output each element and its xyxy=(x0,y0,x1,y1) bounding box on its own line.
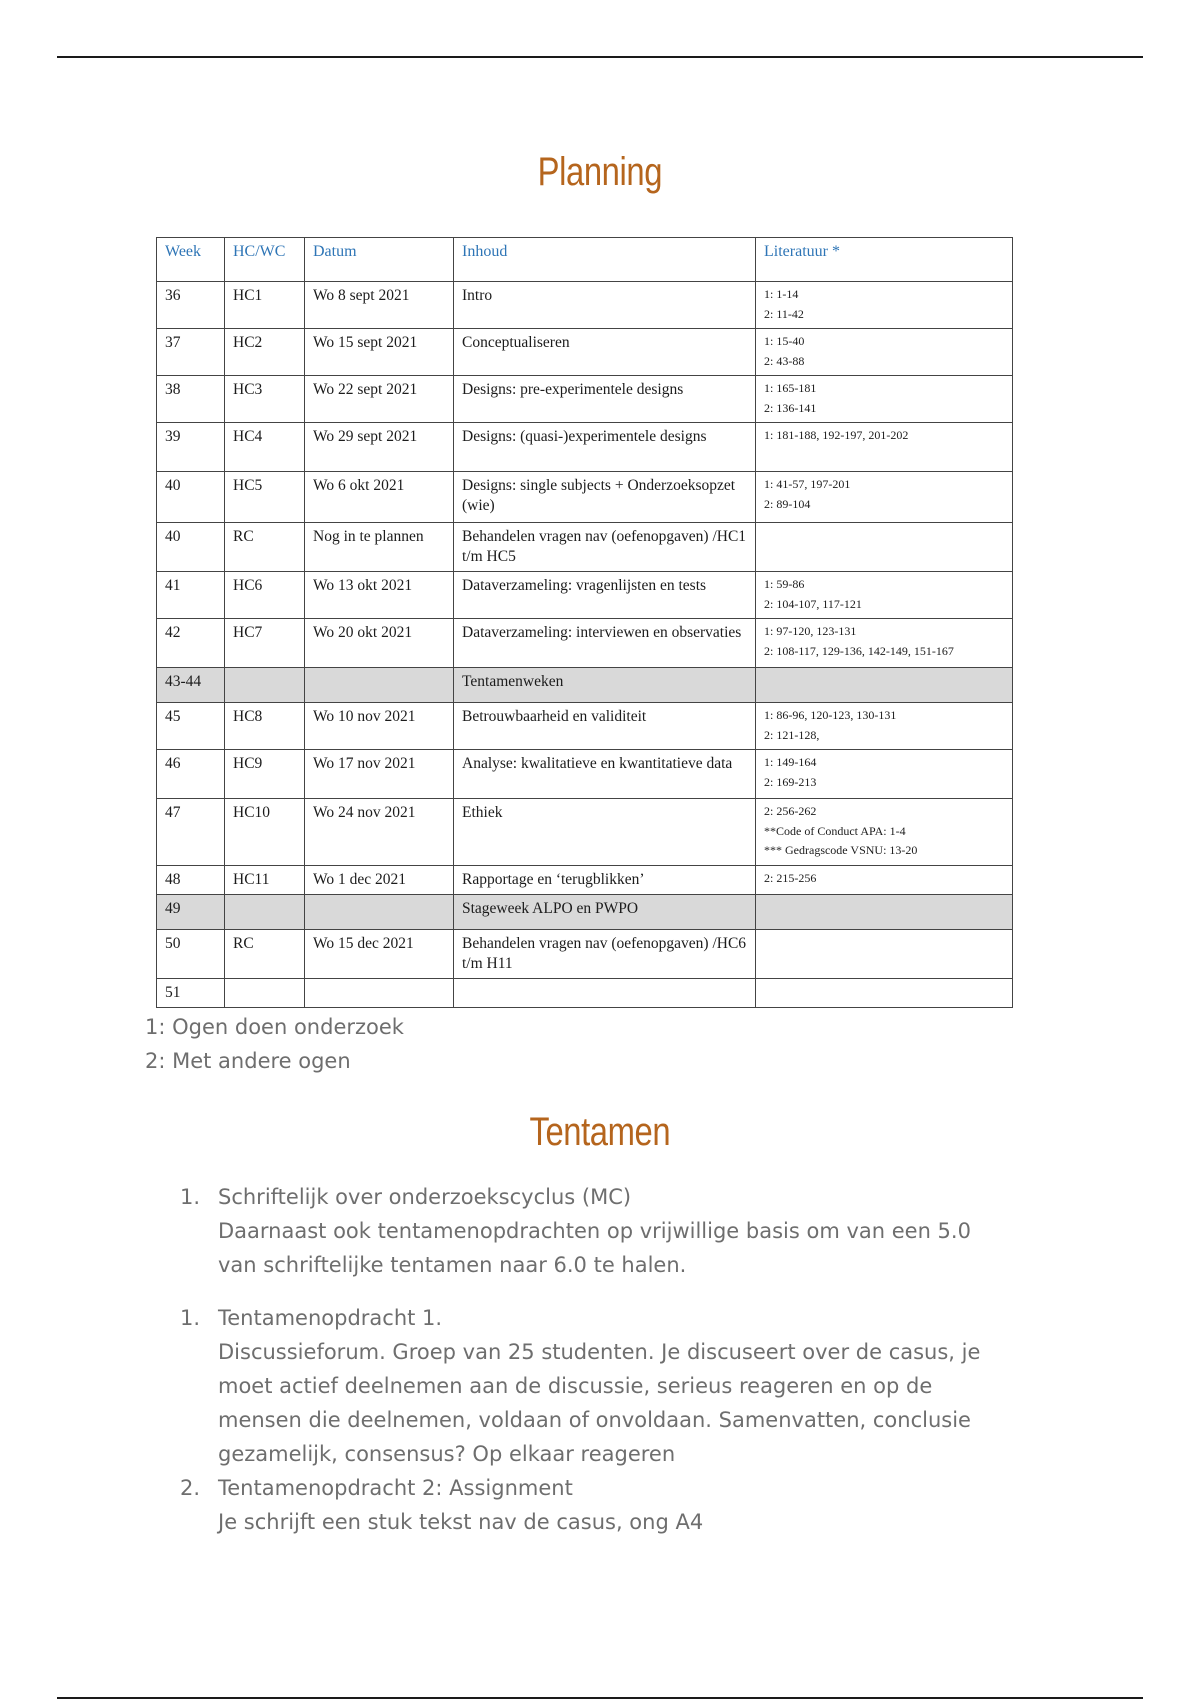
cell-week: 41 xyxy=(157,572,225,619)
table-row xyxy=(157,865,1013,894)
cell-literatuur xyxy=(756,703,1013,750)
table-row xyxy=(157,472,1013,523)
header-hcwc: HC/WC xyxy=(225,238,305,282)
cell-week: 47 xyxy=(157,799,225,866)
cell-literatuur xyxy=(756,523,1013,572)
cell-inhoud: Designs: pre-experimentele designs xyxy=(454,376,756,423)
list-line: gezamelijk, consensus? Op elkaar reageren xyxy=(218,1442,676,1466)
literatuur-line: 1: 59-86 xyxy=(764,577,805,591)
cell-week: 38 xyxy=(157,376,225,423)
literatuur-line: 2: 169-213 xyxy=(764,774,817,789)
planning-heading: Planning xyxy=(537,150,663,194)
cell-datum: Wo 17 nov 2021 xyxy=(305,750,454,799)
cell-hcwc: HC2 xyxy=(225,329,305,376)
cell-datum: Wo 13 okt 2021 xyxy=(305,572,454,619)
table-row xyxy=(157,929,1013,978)
cell-week: 49 xyxy=(157,894,225,929)
cell-hcwc xyxy=(225,978,305,1007)
cell-week: 40 xyxy=(157,472,225,523)
exam-list-item xyxy=(180,1471,1040,1539)
cell-literatuur xyxy=(756,329,1013,376)
cell-inhoud xyxy=(454,978,756,1007)
literatuur-line: 1: 97-120, 123-131 xyxy=(764,624,857,638)
literatuur-line: 2: 89-104 xyxy=(764,496,811,511)
table-row xyxy=(157,572,1013,619)
table-row xyxy=(157,799,1013,866)
cell-week: 48 xyxy=(157,865,225,894)
cell-inhoud: Dataverzameling: vragenlijsten en tests xyxy=(454,572,756,619)
table-row xyxy=(157,894,1013,929)
cell-hcwc xyxy=(225,668,305,703)
cell-inhoud: Behandelen vragen nav (oefenopgaven) /HC6 t/m H11 xyxy=(454,929,756,978)
exam-list-written xyxy=(180,1180,1040,1282)
literatuur-line: 1: 181-188, 192-197, 201-202 xyxy=(764,428,909,442)
cell-datum xyxy=(305,894,454,929)
cell-inhoud: Behandelen vragen nav (oefenopgaven) /HC1 t/m HC5 xyxy=(454,523,756,572)
literatuur-line: 1: 149-164 xyxy=(764,755,817,769)
list-line: Daarnaast ook tentamenopdrachten op vrijwillige basis om van een 5.0 xyxy=(218,1219,971,1243)
table-row xyxy=(157,376,1013,423)
header-week: Week xyxy=(157,238,225,282)
cell-literatuur xyxy=(756,668,1013,703)
footnote-2: 2: Met andere ogen xyxy=(145,1049,351,1073)
cell-literatuur xyxy=(756,750,1013,799)
table-row xyxy=(157,619,1013,668)
cell-hcwc: RC xyxy=(225,523,305,572)
cell-hcwc: HC5 xyxy=(225,472,305,523)
literatuur-line: 1: 86-96, 120-123, 130-131 xyxy=(764,708,897,722)
table-row xyxy=(157,703,1013,750)
planning-table xyxy=(156,237,1013,1008)
list-line: Je schrijft een stuk tekst nav de casus, ong A4 xyxy=(218,1510,704,1534)
list-line: mensen die deelnemen, voldaan of onvoldaan. Samenvatten, conclusie xyxy=(218,1408,971,1432)
cell-literatuur xyxy=(756,978,1013,1007)
list-line: van schriftelijke tentamen naar 6.0 te halen. xyxy=(218,1253,687,1277)
cell-hcwc: RC xyxy=(225,929,305,978)
cell-week: 45 xyxy=(157,703,225,750)
cell-datum xyxy=(305,978,454,1007)
cell-datum: Wo 15 dec 2021 xyxy=(305,929,454,978)
list-line: Discussieforum. Groep van 25 studenten. Je discuseert over de casus, je xyxy=(218,1340,981,1364)
cell-literatuur xyxy=(756,799,1013,866)
cell-inhoud: Designs: single subjects + Onderzoeksopzet (wie) xyxy=(454,472,756,523)
cell-literatuur xyxy=(756,619,1013,668)
cell-inhoud: Stageweek ALPO en PWPO xyxy=(454,894,756,929)
cell-hcwc: HC1 xyxy=(225,282,305,329)
page-header-rule xyxy=(57,56,1143,58)
table-row xyxy=(157,668,1013,703)
cell-datum: Wo 1 dec 2021 xyxy=(305,865,454,894)
table-row xyxy=(157,423,1013,472)
cell-week: 43-44 xyxy=(157,668,225,703)
header-literatuur: Literatuur * xyxy=(756,238,1013,282)
cell-datum: Wo 29 sept 2021 xyxy=(305,423,454,472)
exam-list-item xyxy=(180,1180,1040,1282)
cell-literatuur xyxy=(756,929,1013,978)
cell-hcwc: HC8 xyxy=(225,703,305,750)
literatuur-line: 1: 15-40 xyxy=(764,334,805,348)
page-footer-rule xyxy=(57,1697,1143,1699)
list-line: moet actief deelnemen aan de discussie, serieus reageren en op de xyxy=(218,1374,933,1398)
literatuur-line: 2: 11-42 xyxy=(764,306,804,321)
header-inhoud: Inhoud xyxy=(454,238,756,282)
cell-hcwc: HC10 xyxy=(225,799,305,866)
list-line: Tentamenopdracht 2: Assignment xyxy=(218,1476,573,1500)
cell-datum: Wo 22 sept 2021 xyxy=(305,376,454,423)
cell-datum: Wo 24 nov 2021 xyxy=(305,799,454,866)
cell-literatuur xyxy=(756,572,1013,619)
table-row xyxy=(157,329,1013,376)
cell-datum xyxy=(305,668,454,703)
cell-literatuur xyxy=(756,376,1013,423)
cell-literatuur xyxy=(756,423,1013,472)
cell-inhoud: Betrouwbaarheid en validiteit xyxy=(454,703,756,750)
list-number: 2. xyxy=(180,1476,201,1500)
cell-datum: Wo 20 okt 2021 xyxy=(305,619,454,668)
cell-inhoud: Rapportage en ‘terugblikken’ xyxy=(454,865,756,894)
cell-datum: Nog in te plannen xyxy=(305,523,454,572)
literatuur-line: **Code of Conduct APA: 1-4 xyxy=(764,823,906,838)
cell-inhoud: Ethiek xyxy=(454,799,756,866)
cell-inhoud: Designs: (quasi-)experimentele designs xyxy=(454,423,756,472)
table-row xyxy=(157,282,1013,329)
cell-hcwc: HC9 xyxy=(225,750,305,799)
literatuur-line: 2: 43-88 xyxy=(764,353,805,368)
table-row xyxy=(157,978,1013,1007)
literatuur-line: 2: 256-262 xyxy=(764,804,817,818)
literatuur-line: 2: 121-128, xyxy=(764,727,820,742)
cell-week: 51 xyxy=(157,978,225,1007)
exam-list-assignments xyxy=(180,1301,1040,1539)
literatuur-line: 2: 215-256 xyxy=(764,870,817,885)
cell-datum: Wo 10 nov 2021 xyxy=(305,703,454,750)
literatuur-line: *** Gedragscode VSNU: 13-20 xyxy=(764,843,918,857)
exam-list-item xyxy=(180,1301,1040,1471)
literatuur-line: 2: 136-141 xyxy=(764,400,817,415)
literatuur-line: 1: 41-57, 197-201 xyxy=(764,477,851,491)
cell-week: 37 xyxy=(157,329,225,376)
cell-week: 50 xyxy=(157,929,225,978)
literatuur-line: 1: 1-14 xyxy=(764,287,799,301)
cell-inhoud: Dataverzameling: interviewen en observaties xyxy=(454,619,756,668)
cell-datum: Wo 6 okt 2021 xyxy=(305,472,454,523)
cell-literatuur xyxy=(756,894,1013,929)
cell-datum: Wo 15 sept 2021 xyxy=(305,329,454,376)
tentamen-heading: Tentamen xyxy=(529,1110,671,1154)
literatuur-line: 2: 108-117, 129-136, 142-149, 151-167 xyxy=(764,643,954,658)
cell-inhoud: Tentamenweken xyxy=(454,668,756,703)
cell-hcwc: HC7 xyxy=(225,619,305,668)
list-number: 1. xyxy=(180,1185,201,1209)
cell-inhoud: Conceptualiseren xyxy=(454,329,756,376)
cell-hcwc xyxy=(225,894,305,929)
cell-week: 42 xyxy=(157,619,225,668)
literatuur-line: 2: 104-107, 117-121 xyxy=(764,596,862,611)
table-row xyxy=(157,750,1013,799)
footnote-1: 1: Ogen doen onderzoek xyxy=(145,1015,404,1039)
header-datum: Datum xyxy=(305,238,454,282)
cell-literatuur xyxy=(756,865,1013,894)
cell-hcwc: HC3 xyxy=(225,376,305,423)
list-line: Schriftelijk over onderzoekscyclus (MC) xyxy=(218,1185,632,1209)
cell-week: 36 xyxy=(157,282,225,329)
cell-literatuur xyxy=(756,472,1013,523)
cell-inhoud: Intro xyxy=(454,282,756,329)
cell-datum: Wo 8 sept 2021 xyxy=(305,282,454,329)
cell-hcwc: HC4 xyxy=(225,423,305,472)
cell-week: 46 xyxy=(157,750,225,799)
cell-hcwc: HC6 xyxy=(225,572,305,619)
cell-inhoud: Analyse: kwalitatieve en kwantitatieve data xyxy=(454,750,756,799)
cell-hcwc: HC11 xyxy=(225,865,305,894)
table-header-row xyxy=(157,238,1013,282)
list-number: 1. xyxy=(180,1306,201,1330)
cell-week: 40 xyxy=(157,523,225,572)
list-line: Tentamenopdracht 1. xyxy=(218,1306,443,1330)
cell-literatuur xyxy=(756,282,1013,329)
cell-week: 39 xyxy=(157,423,225,472)
literatuur-line: 1: 165-181 xyxy=(764,381,817,395)
table-row xyxy=(157,523,1013,572)
